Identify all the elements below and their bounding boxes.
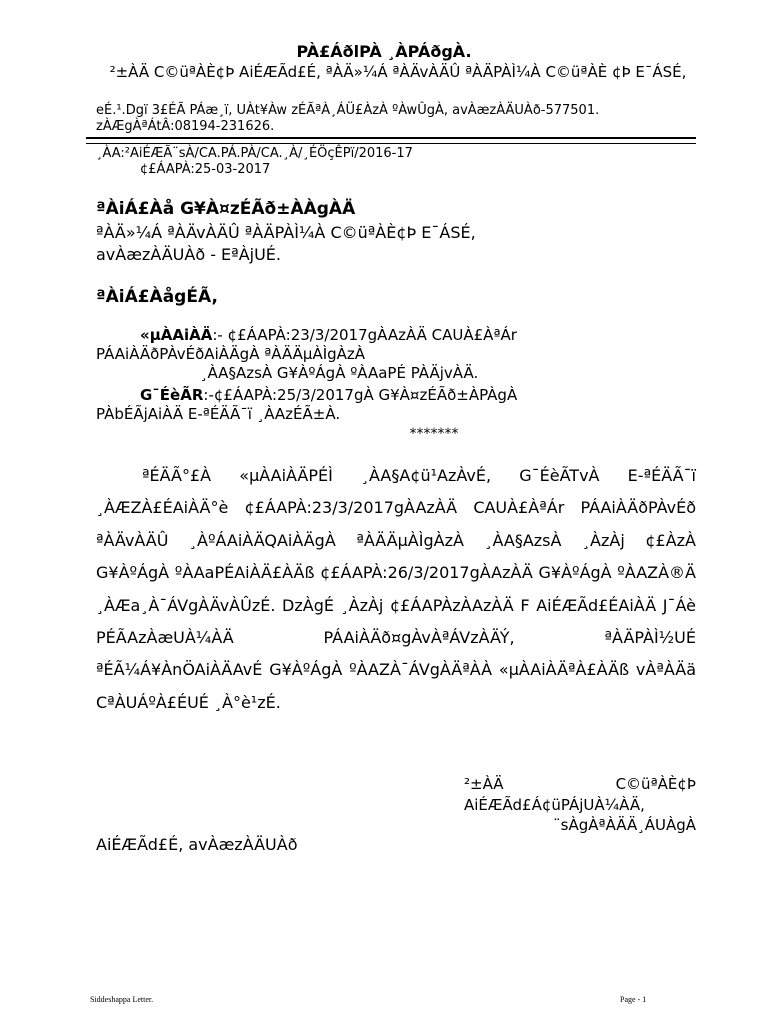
salutation: ªÀiÁ£ÀågÉÃ,	[96, 287, 218, 307]
signature-line-3: ¨sÀgÀªÀÄÄ¸ÁUÀgÀ	[553, 816, 696, 834]
reference-block	[96, 386, 696, 424]
signature-line-2: AiÉÆÃd£Á¢üPÁjUÀ¼ÀÄ,	[464, 796, 645, 814]
recipient-line-2: avÀæzÀÄUÀð - EªÀjUÉ.	[96, 245, 281, 264]
address-line-1: eÉ.¹.Dgï 3£ÉÃ PÁæ¸ï, UÀt¥Àw zÉÃªÀ¸ÁÜ£ÀzÀ ºÀwÛgÀ, avÀæzÀÄUÀð-577501.	[96, 103, 600, 118]
footer-page-number: Page - 1	[620, 995, 647, 1004]
separator-stars: *******	[409, 426, 459, 442]
reference-line-2: PÀbÉÃjAiÀÄ E-ªÉÄÃ¯ï ¸ÀAzÉÃ±À.	[96, 405, 341, 423]
reference-label: G¯ÉèÃR	[140, 386, 204, 404]
letterhead-title: PÀ£ÁðlPÀ ¸ÀPÁðgÀ.	[296, 42, 472, 61]
reference-text-1: :-¢£ÁAPÀ:25/3/2017gÀ G¥À¤zÉÃð±ÀPÀgÀ	[203, 386, 518, 404]
subject-text-1: :- ¢£ÁAPÀ:23/3/2017gÀAzÀÄ CAUÀ£ÀªÁr	[212, 326, 517, 344]
letter-date: ¢£ÁAPÀ:25-03-2017	[140, 162, 271, 177]
letterhead-divider-thick	[86, 137, 696, 139]
signature-line-1: ²±ÀÄ C©üªÀÈ¢Þ	[464, 775, 696, 793]
body-paragraph: ªÉÄÃ°£À «µÀAiÀÄPÉÌ ¸ÀA§A¢ü¹AzÀvÉ, G¯ÉèÃTvÀ E-ªÉÄÃ¯ï ¸ÀÆZÀ£ÉAiÀÄ°è ¢£ÁAPÀ:23/3/2017gÀAzÀÄ CAUÀ£ÀªÁr PÁAiÀÄðPÀvÉð ªÀÄvÀÄÛ ¸ÀºÁAiÀÄQAiÀÄgÀ ªÀÄÄµÀÌgÀzÀ ¸ÀA§AzsÀ ¸ÀzÀj ¢£ÀzÀ G¥ÀºÁgÀ ºÀAaPÉAiÀÄ£ÀÄß ¢£ÁAPÀ:26/3/2017gÀAzÀÄ G¥ÀºÁgÀ ºÀAZÀ®Ä ¸ÀÆa¸À¯ÁVgÀÄvÀÛzÉ. DzÀgÉ ¸ÀzÀj ¢£ÁAPÀzÀAzÀÄ F AiÉÆÃd£ÉAiÀÄ J¯Áè PÉÃAzÀæUÀ¼ÀÄ PÁAiÀÄð¤gÀvÀªÁVzÀÄÝ, ªÀÄPÀÌ½UÉ ªÉÃ¼Á¥ÀnÖAiÀÄAvÉ G¥ÀºÁgÀ ºÀAZÀ¯ÁVgÀÄªÀÀ «µÀAiÀÄªÀ£ÀÄß vÀªÀÄä CªÀUÁºÀ£ÉUÉ ¸À°è¹zÉ.	[96, 466, 696, 712]
letterhead-address	[96, 103, 716, 135]
subject-line-1	[96, 326, 696, 345]
recipient-line-1: ªÀÄ»¼Á ªÀÄvÀÄÛ ªÀÄPÀÌ¼À C©üªÀÈ¢Þ E¯ÁSÉ,	[96, 223, 476, 242]
recipient-heading: ªÀiÁ£Àå G¥À¤zÉÃð±ÀÀgÀÄ	[96, 199, 356, 219]
reference-line-1	[96, 386, 696, 405]
address-line-2: zÀÆgÀªÁtÂ:08194-231626.	[96, 119, 275, 134]
letterhead-subtitle: ²±ÀÄ C©üªÀÈ¢Þ AiÉÆÃd£É, ªÀÄ»¼Á ªÀÄvÀÄÛ ªÀÄPÀÌ¼À C©üªÀÈ ¢Þ E¯ÁSÉ,	[109, 63, 687, 81]
cc-line: AiÉÆÃd£É, avÀæzÀÄUÀð	[96, 835, 298, 854]
subject-block	[96, 326, 696, 383]
letterhead-divider-thin	[86, 143, 696, 144]
subject-line-2: PÁAiÀÄðPÀvÉðAiÀÄgÀ ªÀÄÄµÀÌgÀzÀ	[96, 345, 366, 363]
footer-filename: Siddeshappa Letter.	[90, 995, 154, 1004]
reference-number: ¸ÀA:²AiÉÆÃ¨sÀ/CA.PÁ.PÀ/CA.¸À/¸ÉÖçÊPï/2016-17	[96, 146, 413, 161]
subject-line-3: ¸ÀA§AzsÀ G¥ÀºÁgÀ ºÀAaPÉ PÀÄjvÀÄ.	[200, 364, 479, 382]
subject-label: «µÀAiÀÄ	[140, 326, 213, 344]
